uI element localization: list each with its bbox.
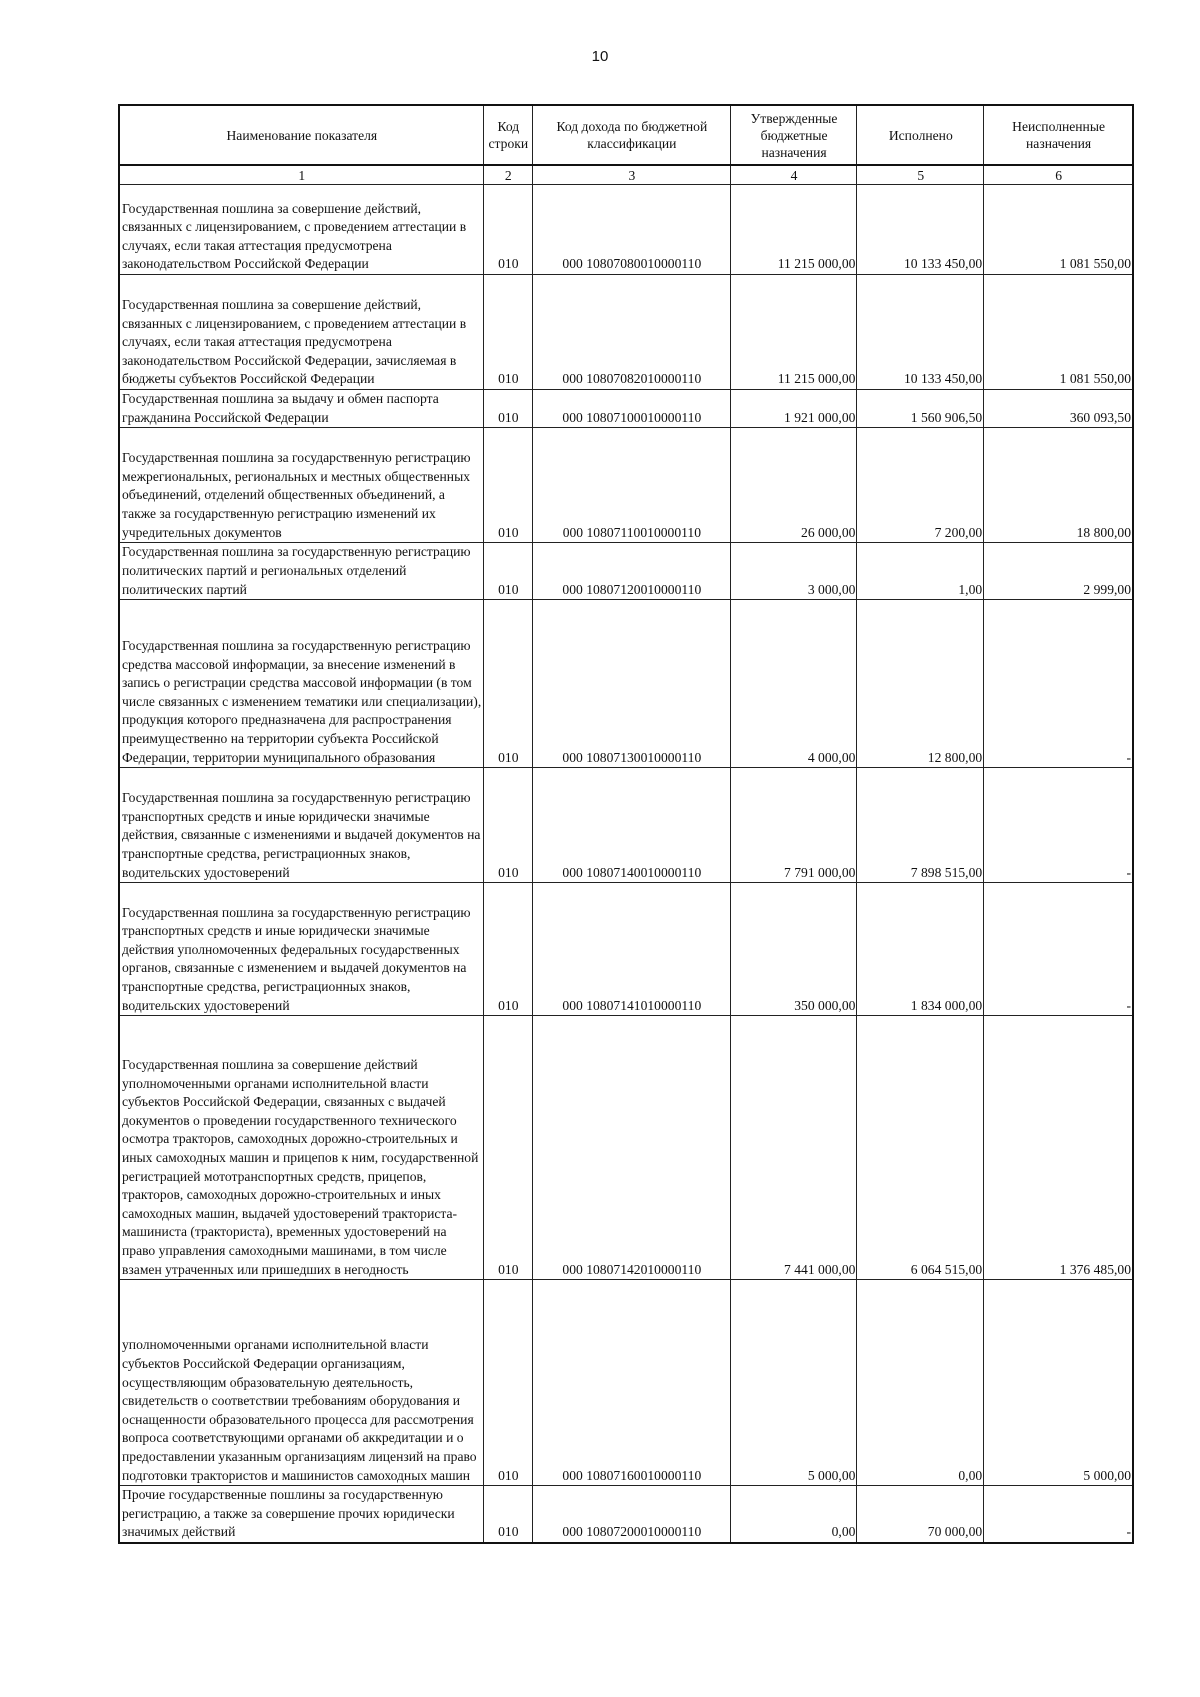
income-code: 000 10807141010000110 bbox=[533, 883, 731, 1016]
unexecuted-amount: - bbox=[984, 768, 1133, 883]
unexecuted-amount: 1 081 550,00 bbox=[984, 275, 1133, 390]
unexecuted-amount: 1 081 550,00 bbox=[984, 185, 1133, 275]
indicator-name: Государственная пошлина за совершение действий уполномоченными органами исполнительной власти субъектов Российской Федерации, связанных с выдачей документов о проведении государственного технического осмотра тракторов, самоходных дорожно-строительных и иных самоходных машин и прицепов к ним, государственной регистрацией мототранспортных средств, прицепов, тракторов, самоходных дорожно-строительных и иных самоходных машин, выдачей удостоверений тракториста-машиниста (тракториста), временных удостоверений на право управления самоходными машинами, в том числе взамен утраченных или пришедших в негодность bbox=[119, 1016, 483, 1280]
column-number: 1 bbox=[119, 165, 483, 185]
row-code: 010 bbox=[483, 428, 532, 543]
row-code: 010 bbox=[483, 1016, 532, 1280]
column-numbers-row bbox=[119, 165, 1133, 185]
indicator-name: уполномоченными органами исполнительной власти субъектов Российской Федерации организациям, осуществляющим образовательную деятельность, свидетельств о соответствии требованиям оборудования и оснащенности образовательного процесса для рассмотрения вопроса соответствующими органами об аккредитации и о предоставлении указанным организациям лицензий на право подготовки трактористов и машинистов самоходных машин bbox=[119, 1280, 483, 1486]
table-row bbox=[119, 1486, 1133, 1543]
income-code: 000 10807080010000110 bbox=[533, 185, 731, 275]
executed-amount: 6 064 515,00 bbox=[857, 1016, 984, 1280]
indicator-name: Государственная пошлина за государственную регистрацию транспортных средств и иные юридически значимые действия, связанные с изменениями и выдачей документов на транспортные средства, регистрационных знаков, водительских удостоверений bbox=[119, 768, 483, 883]
row-code: 010 bbox=[483, 600, 532, 768]
approved-amount: 1 921 000,00 bbox=[730, 390, 857, 428]
indicator-name: Государственная пошлина за государственную регистрацию политических партий и региональных отделений политических партий bbox=[119, 543, 483, 600]
unexecuted-amount: 5 000,00 bbox=[984, 1280, 1133, 1486]
executed-amount: 1 834 000,00 bbox=[857, 883, 984, 1016]
income-code: 000 10807110010000110 bbox=[533, 428, 731, 543]
indicator-name: Государственная пошлина за государственную регистрацию транспортных средств и иные юридически значимые действия уполномоченных федеральных государственных органов, связанные с изменением и выдачей документов на транспортные средства, регистрационных знаков, водительских удостоверений bbox=[119, 883, 483, 1016]
column-number: 3 bbox=[533, 165, 731, 185]
unexecuted-amount: 360 093,50 bbox=[984, 390, 1133, 428]
income-code: 000 10807160010000110 bbox=[533, 1280, 731, 1486]
unexecuted-amount: - bbox=[984, 883, 1133, 1016]
budget-income-table bbox=[118, 104, 1134, 1544]
table-row bbox=[119, 1280, 1133, 1486]
indicator-name: Государственная пошлина за государственную регистрацию средства массовой информации, за внесение изменений в запись о регистрации средства массовой информации (в том числе связанных с изменением тематики или специализации), продукция которого предназначена для распространения преимущественно на территории субъекта Российской Федерации, территории муниципального образования bbox=[119, 600, 483, 768]
approved-amount: 7 441 000,00 bbox=[730, 1016, 857, 1280]
row-code: 010 bbox=[483, 390, 532, 428]
executed-amount: 7 200,00 bbox=[857, 428, 984, 543]
column-number: 6 bbox=[984, 165, 1133, 185]
indicator-name: Государственная пошлина за государственную регистрацию межрегиональных, региональных и местных общественных объединений, отделений общественных объединений, а также за государственную регистрацию изменений их учредительных документов bbox=[119, 428, 483, 543]
header-income-code: Код дохода по бюджетной классификации bbox=[533, 105, 731, 165]
income-code: 000 10807142010000110 bbox=[533, 1016, 731, 1280]
approved-amount: 26 000,00 bbox=[730, 428, 857, 543]
income-code: 000 10807130010000110 bbox=[533, 600, 731, 768]
approved-amount: 0,00 bbox=[730, 1486, 857, 1543]
income-code: 000 10807200010000110 bbox=[533, 1486, 731, 1543]
executed-amount: 10 133 450,00 bbox=[857, 185, 984, 275]
column-number: 2 bbox=[483, 165, 532, 185]
column-number: 4 bbox=[730, 165, 857, 185]
table-row bbox=[119, 543, 1133, 600]
indicator-name: Государственная пошлина за совершение действий, связанных с лицензированием, с проведением аттестации в случаях, если такая аттестация предусмотрена законодательством Российской Федерации bbox=[119, 185, 483, 275]
approved-amount: 11 215 000,00 bbox=[730, 185, 857, 275]
table-header-row bbox=[119, 105, 1133, 165]
unexecuted-amount: - bbox=[984, 600, 1133, 768]
table-row bbox=[119, 600, 1133, 768]
income-code: 000 10807140010000110 bbox=[533, 768, 731, 883]
unexecuted-amount: 1 376 485,00 bbox=[984, 1016, 1133, 1280]
table-row bbox=[119, 883, 1133, 1016]
executed-amount: 1 560 906,50 bbox=[857, 390, 984, 428]
header-unexecuted: Неисполненные назначения bbox=[984, 105, 1133, 165]
approved-amount: 3 000,00 bbox=[730, 543, 857, 600]
row-code: 010 bbox=[483, 883, 532, 1016]
indicator-name: Прочие государственные пошлины за государственную регистрацию, а также за совершение прочих юридически значимых действий bbox=[119, 1486, 483, 1543]
income-code: 000 10807082010000110 bbox=[533, 275, 731, 390]
header-approved: Утвержденные бюджетные назначения bbox=[730, 105, 857, 165]
table-row bbox=[119, 275, 1133, 390]
indicator-name: Государственная пошлина за выдачу и обмен паспорта гражданина Российской Федерации bbox=[119, 390, 483, 428]
row-code: 010 bbox=[483, 543, 532, 600]
table-row bbox=[119, 428, 1133, 543]
page-number: 10 bbox=[591, 48, 609, 65]
unexecuted-amount: - bbox=[984, 1486, 1133, 1543]
executed-amount: 10 133 450,00 bbox=[857, 275, 984, 390]
approved-amount: 350 000,00 bbox=[730, 883, 857, 1016]
table-row bbox=[119, 768, 1133, 883]
income-code: 000 10807120010000110 bbox=[533, 543, 731, 600]
executed-amount: 70 000,00 bbox=[857, 1486, 984, 1543]
row-code: 010 bbox=[483, 185, 532, 275]
executed-amount: 1,00 bbox=[857, 543, 984, 600]
executed-amount: 12 800,00 bbox=[857, 600, 984, 768]
header-executed: Исполнено bbox=[857, 105, 984, 165]
row-code: 010 bbox=[483, 1280, 532, 1486]
indicator-name: Государственная пошлина за совершение действий, связанных с лицензированием, с проведением аттестации в случаях, если такая аттестация предусмотрена законодательством Российской Федерации, зачисляемая в бюджеты субъектов Российской Федерации bbox=[119, 275, 483, 390]
table-row bbox=[119, 185, 1133, 275]
header-name: Наименование показателя bbox=[119, 105, 483, 165]
row-code: 010 bbox=[483, 768, 532, 883]
unexecuted-amount: 2 999,00 bbox=[984, 543, 1133, 600]
table-row bbox=[119, 1016, 1133, 1280]
approved-amount: 11 215 000,00 bbox=[730, 275, 857, 390]
row-code: 010 bbox=[483, 1486, 532, 1543]
approved-amount: 5 000,00 bbox=[730, 1280, 857, 1486]
table-row bbox=[119, 390, 1133, 428]
unexecuted-amount: 18 800,00 bbox=[984, 428, 1133, 543]
column-number: 5 bbox=[857, 165, 984, 185]
income-code: 000 10807100010000110 bbox=[533, 390, 731, 428]
executed-amount: 7 898 515,00 bbox=[857, 768, 984, 883]
approved-amount: 7 791 000,00 bbox=[730, 768, 857, 883]
approved-amount: 4 000,00 bbox=[730, 600, 857, 768]
row-code: 010 bbox=[483, 275, 532, 390]
executed-amount: 0,00 bbox=[857, 1280, 984, 1486]
header-row-code: Код строки bbox=[483, 105, 532, 165]
